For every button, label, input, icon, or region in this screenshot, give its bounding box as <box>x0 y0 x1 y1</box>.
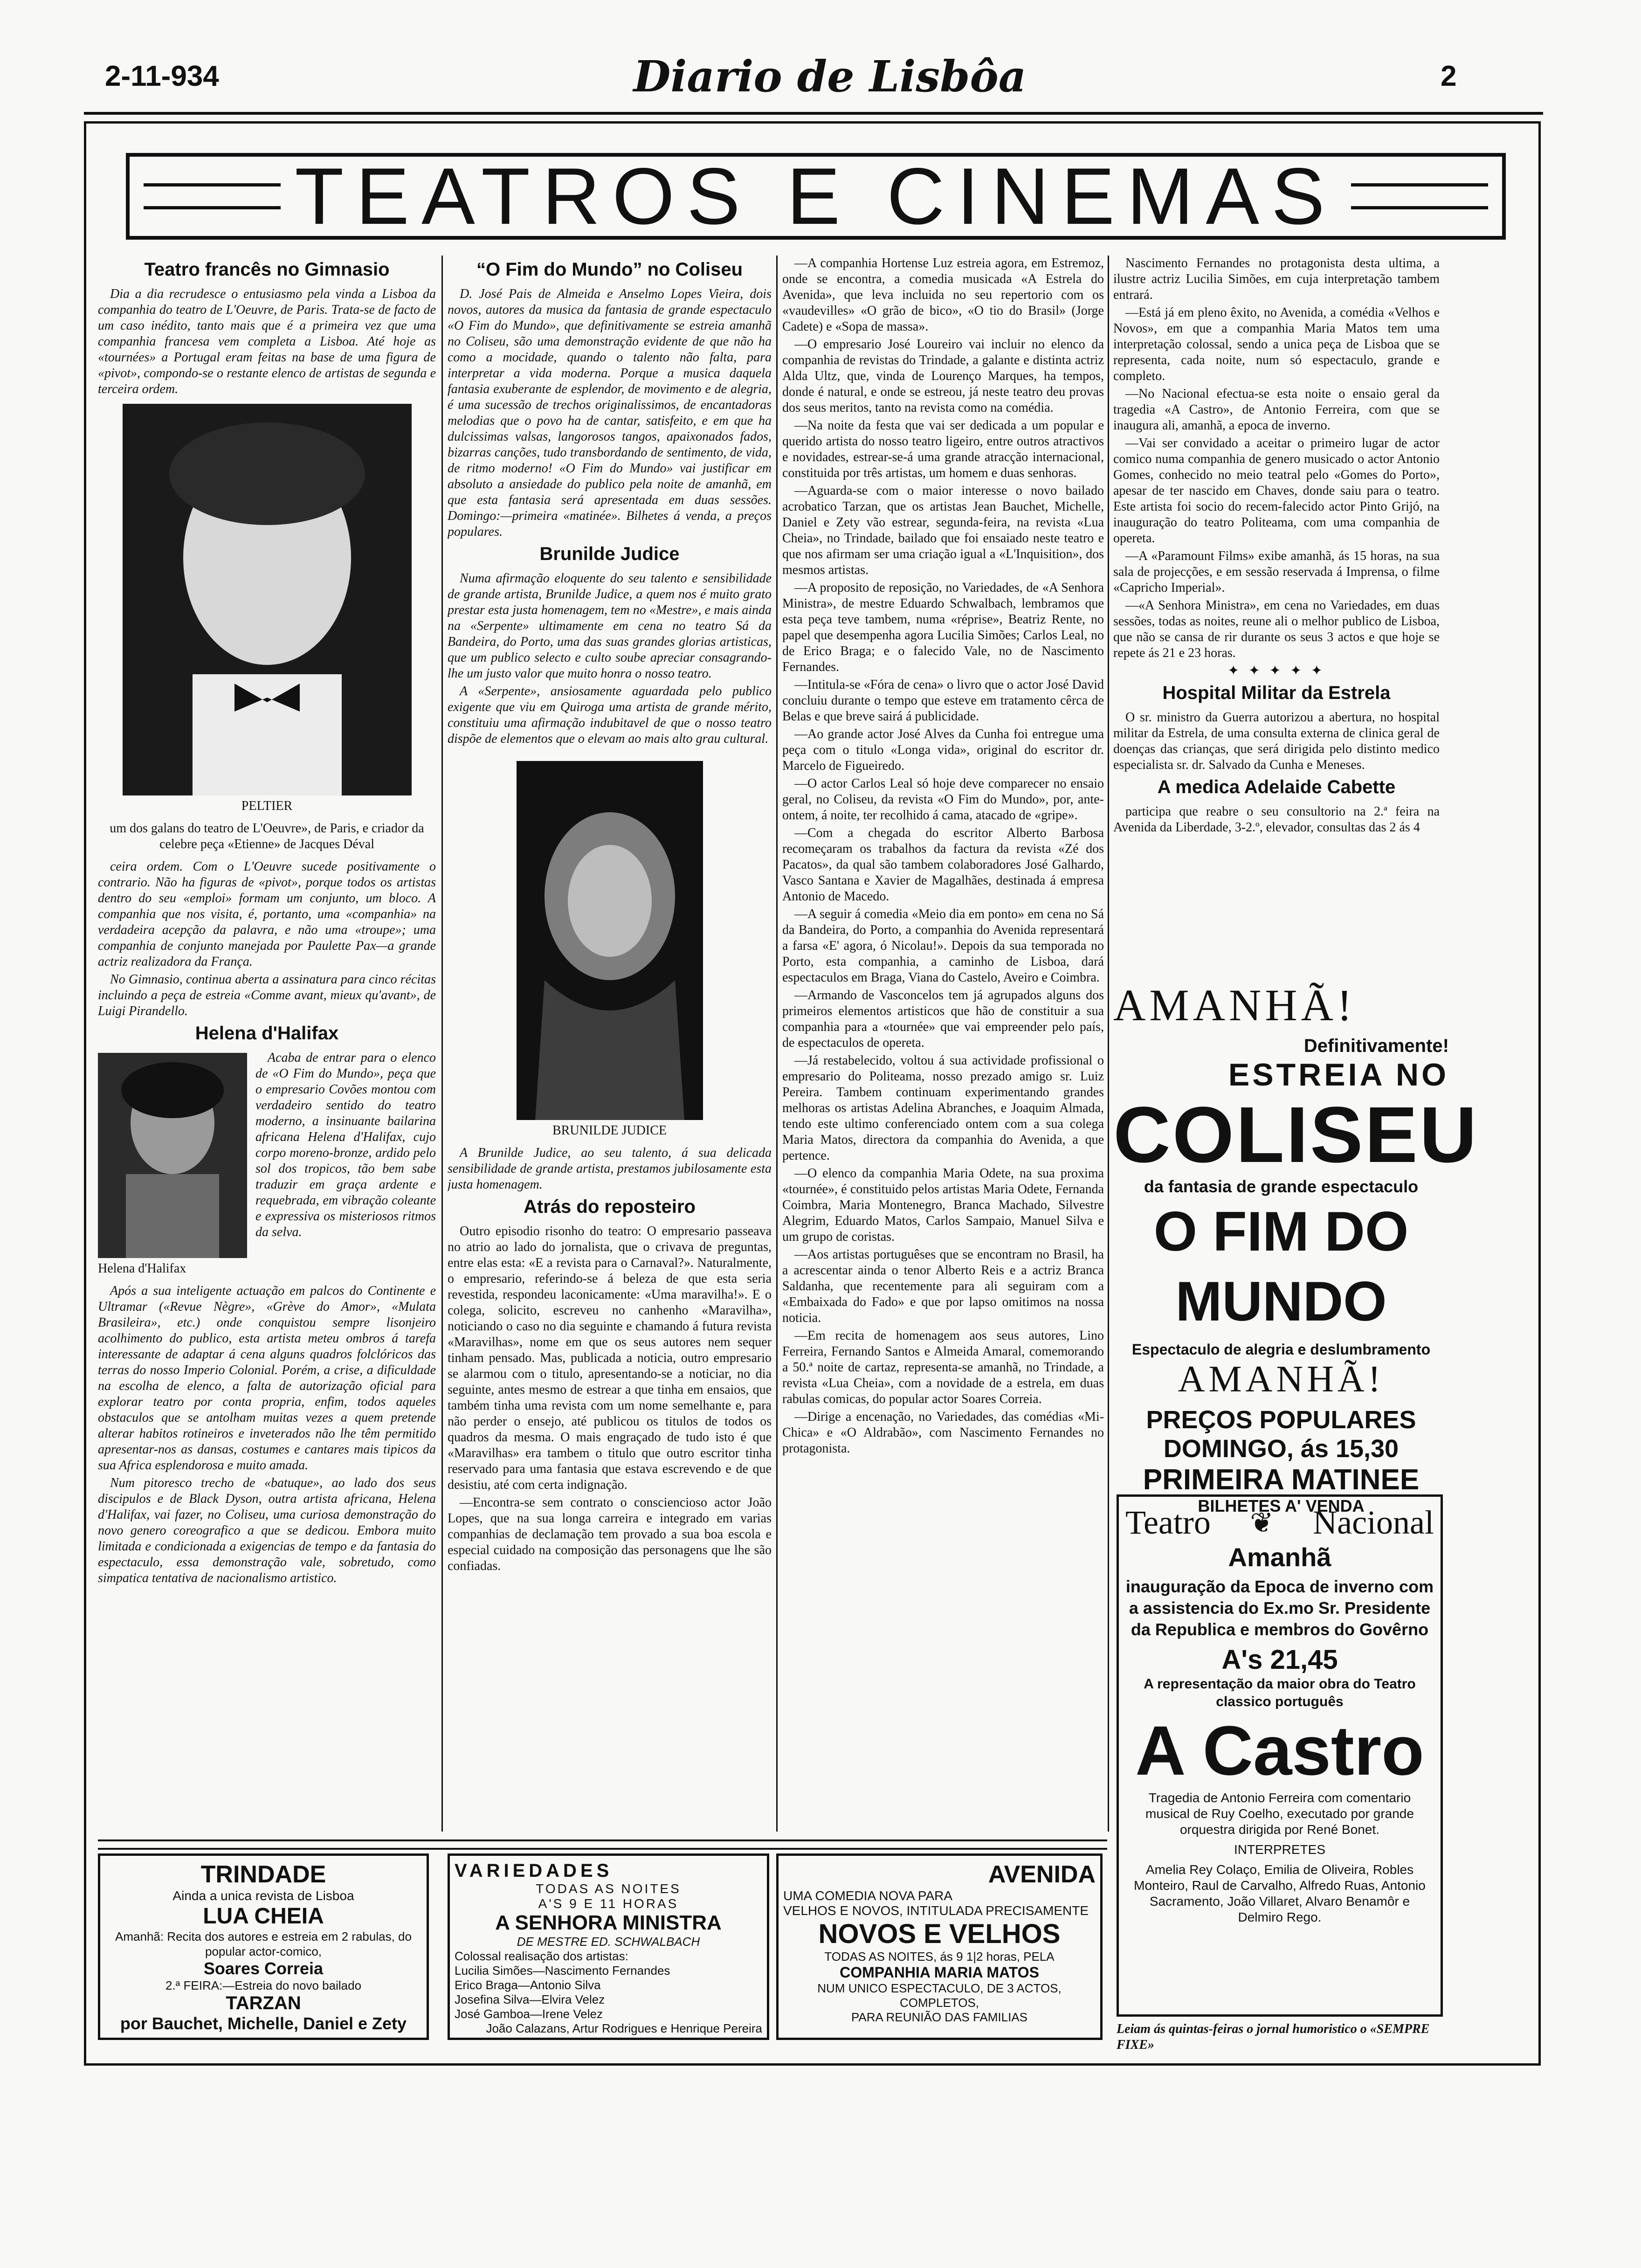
ad-line: PRIMEIRA MATINEE <box>1143 1464 1420 1496</box>
trindade-ad <box>98 1853 429 2040</box>
dancer-photo-image <box>98 1053 247 1258</box>
ad-line: Colossal realisação dos artistas: <box>455 1949 628 1963</box>
news-item: —No Nacional efectua-se esta noite o ensaio geral da tragedia «A Castro», de Antonio Ferreira, com que se inaugura ali, amanhã, a epoca de inverno. <box>1113 387 1440 433</box>
news-item: —O elenco da companhia Maria Odete, na sua proxima «tournée», é constituido pelos artistas Maria Odete, Fernanda Coimbra, Maria Montenegro, Branca Machado, Silvestre Alegrim, Eduardo Matos, Carlos Sampaio, Manuel Silva e um grupo de coristas. <box>782 1166 1104 1244</box>
actress-photo <box>517 761 703 1120</box>
ad-line: Espectaculo de alegria e deslumbramento <box>1131 1341 1431 1358</box>
banner-bar-right <box>1351 183 1488 209</box>
article-heading: Brunilde Judice <box>539 544 680 564</box>
article-paragraph: D. José Pais de Almeida e Anselmo Lopes Vieira, dois novos, autores da musica da fantasia de grande espectaculo «O Fim do Mundo», que definitivamente se estreia amanhã no Coliseu, são uma demonstração evidente de que não ha como a mocidade, quando o talento não falta, para interpretar a vida moderna. Porque a musica daquela fantasia exuberante de esplendor, de movimento e de alegria, é uma sucessão de trechos originalissimos, de encantadoras melodias que o povo ha de cantar, satisfeito, e em que ha dulcissimas valsas, langorosos tangos, apaixonados fados, bizarras canções, tudo transbordando de sentimento, de vida, de ritmo moderno! «O Fim do Mundo» vai justificar em absoluto a ansiedade do publico pela noite de amanhã, em que esta fantasia será apresentada em duas sessões. Domingo:—primeira «matinée». Bilhetes á venda, a preços populares. <box>448 287 772 539</box>
ad-line: LUA CHEIA <box>203 1904 324 1929</box>
ad-line: AMANHÃ! <box>1113 980 1356 1030</box>
ad-line: AMANHÃ! <box>1178 1359 1385 1400</box>
ad-line: da fantasia de grande espectaculo <box>1144 1177 1419 1196</box>
ad-line: PREÇOS POPULARES <box>1146 1406 1416 1434</box>
news-item: —Já restabelecido, voltou á sua actividade profissional o empresario do Politeama, nosso prezado amigo sr. Luiz Pereira. Tambem continuam experimentando grandes melhoras os artistas Adelina Abranches, e Joaquim Almada, tendo este ultimo conferenciado ontem com a sua colega Maria Matos, directora da companhia do Avenida, a que pertence. <box>782 1053 1104 1163</box>
news-item: —Intitula-se «Fóra de cena» o livro que o actor José David concluiu durante o tempo que esteve em tratamento cêrca de Belas e que breve sairá á publicidade. <box>782 678 1104 724</box>
ad-line: DE MESTRE ED. SCHWALBACH <box>517 1935 700 1949</box>
page-number: 2 <box>1441 60 1457 92</box>
article-paragraph: A «Serpente», ansiosamente aguardada pelo publico exigente que viu em Quiroga uma artista de grande mérito, constituiu uma afirmação indubitavel de que o nosso teatro dispõe de elementos que o elevam ao mais alto grau cultural. <box>448 684 772 746</box>
issue-date: 2-11-934 <box>105 60 219 92</box>
ad-line: Erico Braga—Antonio Silva <box>455 1978 601 1992</box>
separator: ✦ ✦ ✦ ✦ ✦ <box>1227 663 1325 678</box>
ad-line: NUM UNICO ESPECTACULO, DE 3 ACTOS, <box>817 1981 1062 1995</box>
top-rule <box>84 112 1543 115</box>
ad-line: ESTREIA NO <box>1228 1057 1449 1093</box>
ad-line: Lucilia Simões—Nascimento Fernandes <box>455 1964 670 1978</box>
article-paragraph: —Encontra-se sem contrato o consciencioso actor João Lopes, que na sua longa carreira e integrado em varias companhias de declamação tem provado a sua boa escola e especial cuidado na composição das personagens que lhe são confiadas. <box>448 1495 772 1573</box>
news-item: —Com a chegada do escritor Alberto Barbosa recomeçaram os trabalhos da factura da revista «Zé dos Pacatos», da qual são tambem colaboradores José Galhardo, Vasco Santana e Xavier de Magalhães, destinada á empresa Antonio de Macedo. <box>782 826 1104 904</box>
photo-caption-detail: um dos galans do teatro de L'Oeuvre», de Paris, e criador da celebre peça «Etienne» de Jacques Déval <box>110 821 424 851</box>
banner-bar-left <box>144 183 281 209</box>
nacional-ad <box>1117 1494 1443 2017</box>
ad-line: O FIM DO MUNDO <box>1153 1200 1409 1333</box>
portrait-photo-image <box>123 404 412 795</box>
ad-line: A representação da maior obra do Teatro classico português <box>1144 1676 1416 1709</box>
column-2 <box>448 256 772 1636</box>
ad-line: Amanhã <box>1228 1542 1331 1572</box>
article-paragraph: ceira ordem. Com o L'Oeuvre sucede positivamente o contrario. Não ha figuras de «pivot», porque todos os artistas dentro do seu «emploi» formam um conjunto, um bloco. A companhia que nos visita, é, portanto, uma «companhia» na verdadeira acepção da palavra, e não uma «troupe»; uma companhia de conjunto manejada por Paulette Pax—a grande actriz realizadora da França. <box>98 859 436 969</box>
ad-line: inauguração da Epoca de inverno com a assistencia do Ex.mo Sr. Presidente da Republica e membros do Govêrno <box>1125 1577 1434 1639</box>
article-paragraph: Outro episodio risonho do teatro: O empresario passeava no atrio ao lado do jornalista, que o crivava de preguntas, entre elas esta: «E a revista para o Carnaval?». Naturalmente, o empresario, referindo-se á beleza de que esta seria revestida, respondeu laconicamente: «Uma maravilha!». E o colega, solicito, escreveu no canhenho «Maravilha», noticiando o caso no dia seguinte e chamando á futura revista «Maravilhas», nome em que os seus autores nem sequer tinham pensado. Mas, publicada a noticia, outro empresario se alarmou com o titulo, apresentando-se a noticiar, no dia seguinte, antes mesmo de estrear a que tinha em ensaios, que também tinha uma revista com um nome semelhante e, para não perder o ensejo, até publicou os titulos de todos os quadros da mesma. O mais engraçado de tudo isto é que «Maravilhas» era tambem o titulo que outro escritor tinha reservado para uma fantasia que estava escrevendo e de que desistiu, até com certa indignação. <box>448 1224 772 1492</box>
ad-line: TARZAN <box>226 1993 301 2013</box>
news-item: —Em recita de homenagem aos seus autores, Lino Ferreira, Fernando Santos e Almeida Amaral, comemorando a 50.ª noite de cartaz, representa-se amanhã, no Trindade, a revista «Lua Cheia», com a novidade de a estrela, em duas rabulas comicas, do popular actor Soares Correia. <box>782 1328 1104 1406</box>
section-title: TEATROS E CINEMAS <box>295 152 1337 241</box>
ad-line: João Calazans, Artur Rodrigues e Henrique Pereira <box>486 2021 762 2035</box>
article-heading: “O Fim do Mundo” no Coliseu <box>476 259 743 280</box>
article-paragraph: Dia a dia recrudesce o entusiasmo pela vinda a Lisboa da companhia do teatro de L'Oeuvre, de Paris. Trata-se de facto de um caso inédito, tanto mais que é a primeira vez que uma companhia francesa vem completa a Lisboa. Até hoje as «tournées» a Portugal eram feitas na base de uma figura de «pivot», compondo-se o restante elenco de artistas de segunda e terceira ordem. <box>98 287 436 396</box>
article-heading: Teatro francês no Gimnasio <box>144 259 390 280</box>
photo-caption: Helena d'Halifax <box>98 1261 186 1276</box>
ad-line: Soares Correia <box>203 1959 324 1978</box>
article-paragraph: Após a sua inteligente actuação em palcos do Continente e Ultramar («Revue Nègre», «Grève do Amor», «Mulata Brasileira», etc.) onde conquistou sempre lisonjeiro acolhimento do publico, esta artista meteu ombros á tarefa interessante de adaptar á cena alguns quadros folclóricos das terras do nosso Imperio Colonial. Porém, a crise, a dificuldade na escolha de elenco, a falta de autorização oficial para explorar teatro por conta propria, enfim, todos aqueles obstaculos que se antolham muitas vezes a quem pretende alterar habitos rotineiros e inveterados não lhe têm permitido apresentar-nos as dansas, costumes e cantares mais tipicos da sua Africa esplendorosa e muito amada. <box>98 1284 436 1473</box>
ad-line: PARA REUNIÃO DAS FAMILIAS <box>851 2010 1028 2024</box>
ad-line: NOVOS E VELHOS <box>818 1919 1061 1949</box>
article-heading: Helena d'Halifax <box>195 1023 339 1044</box>
news-item: —Vai ser convidado a aceitar o primeiro lugar de actor comico numa companhia de genero musicado o actor Antonio Gomes, conhecido no meio teatral pelo «Gomes do Porto», apesar de ter nascido em Chaves, donde saiu para o teatro. Este artista foi socio do recem-falecido actor Pinto Grijó, na inauguração do teatro Politeama, com uma companhia de opereta. <box>1113 436 1440 546</box>
news-item: —Armando de Vasconcelos tem já agrupados alguns dos primeiros elementos artisticos que hão de constituir a sua companhia para a «tournée» que vai empreender pelo país, de espectaculos de opereta. <box>782 988 1104 1050</box>
ad-line: A Castro <box>1135 1711 1424 1790</box>
ad-line: Teatro <box>1125 1504 1211 1541</box>
ad-line: Ainda a unica revista de Lisboa <box>172 1888 354 1903</box>
ad-line: INTERPRETES <box>1234 1842 1326 1857</box>
news-item: —Aos artistas portuguêses que se encontram no Brasil, ha a acrescentar ainda o tenor Alberto Reis e a actriz Branca Saldanha, que recentemente para ali seguiram com a «Embaixada do Fado» e que por lapso omitimos na nossa noticia. <box>782 1247 1104 1325</box>
ad-line: Tragedia de Antonio Ferreira com comentario musical de Ruy Coelho, executado por grande orquestra dirigida por René Bonet. <box>1145 1791 1414 1837</box>
ad-line: José Gamboa—Irene Velez <box>455 2007 603 2021</box>
crest-icon: ❦ <box>1250 1507 1274 1538</box>
portrait-photo <box>123 404 412 795</box>
coliseu-ad <box>1113 975 1479 1515</box>
article-paragraph: No Gimnasio, continua aberta a assinatura para cinco récitas incluindo a peça de estreia «Comme avant, mieux qu'avant», de Luigi Pirandello. <box>98 972 436 1018</box>
ad-header <box>1125 1503 1434 1542</box>
ad-line: COMPLETOS, <box>899 1996 979 2010</box>
promo-note: Leiam ás quintas-feiras o jornal humoristico o «SEMPRE FIXE» <box>1117 2022 1430 2052</box>
masthead-title: Diario de Lisbôa <box>633 51 1027 102</box>
ad-line: VARIEDADES <box>455 1860 613 1881</box>
news-item: —Na noite da festa que vai ser dedicada a um popular e querido artista do nosso teatro ligeiro, entre outros atractivos e novidades, estrear-se-á uma grande atracção internacional, constituida por três artistas, um homem e duas senhoras. <box>782 418 1104 480</box>
actress-photo-image <box>517 761 703 1120</box>
photo-caption: PELTIER <box>241 799 293 813</box>
article-heading: Atrás do reposteiro <box>524 1196 696 1217</box>
avenida-ad <box>776 1853 1103 2040</box>
section-banner <box>126 153 1506 240</box>
variedades-ad <box>448 1853 769 2040</box>
news-item: —Ao grande actor José Alves da Cunha foi entregue uma peça com o titulo «Longa vida», original do escritor dr. Marcelo de Figueiredo. <box>782 727 1104 773</box>
dancer-photo <box>98 1053 247 1258</box>
news-item: —«A Senhora Ministra», em cena no Variedades, em duas sessões, todas as noites, reune ali o melhor publico de Lisboa, que não se cansa de rir durante os seus 3 actos e que hoje se repete ás 21 e 23 horas. <box>1113 598 1440 660</box>
news-item: —Está já em pleno êxito, no Avenida, a comédia «Velhos e Novos», em que a companhia Maria Matos tem uma interpretação colossal, sendo a unica peça de Lisboa que se representa, cada noite, num só espectaculo, grande e completo. <box>1113 305 1440 383</box>
news-item: O sr. ministro da Guerra autorizou a abertura, no hospital militar da Estrela, de uma consulta externa de clinica geral de doenças das crianças, que será dirigida pelo distinto medico especialista sr. dr. Salvado da Cunha e Meneses. <box>1113 710 1440 772</box>
ad-line: Nacional <box>1313 1504 1434 1541</box>
ad-line: A'S 9 E 11 HORAS <box>538 1896 679 1911</box>
column-rule <box>441 256 443 1832</box>
article-heading: A medica Adelaide Cabette <box>1157 777 1396 797</box>
ad-line: TODAS AS NOITES, ás 9 1|2 horas, PELA <box>824 1950 1055 1964</box>
column-1 <box>98 256 436 1636</box>
news-item: —A companhia Hortense Luz estreia agora, em Estremoz, onde se encontra, a comedia musicada «A Estrela do Avenida», que leva incluida no seu repertorio com os «vaudevilles» «O grão de bico», «O tio do Brasil» (Jorge Cadete) e «Sopa de massa». <box>782 256 1104 334</box>
ad-line: A's 21,45 <box>1221 1645 1338 1675</box>
ad-line: por Bauchet, Michelle, Daniel e Zety <box>120 2014 407 2033</box>
news-item: participa que reabre o seu consultorio na 2.ª feira na Avenida da Liberdade, 3-2.º, elevador, consultas das 2 ás 4 <box>1113 804 1440 835</box>
column-rule <box>776 256 778 1832</box>
ad-line: AVENIDA <box>988 1861 1096 1888</box>
ad-line: DOMINGO, ás 15,30 <box>1163 1435 1399 1463</box>
news-item: —Aguarda-se com o maior interesse o novo bailado acrobatico Tarzan, que os artistas Jean Bauchet, Michelle, Daniel e Zety vão estrear, segunda-feira, na revista «Lua Cheia», no Trindade, bailado que foi ensaiado neste teatro e que nos afirmam ser uma criação igual a «L'Inquisition», dos mesmos artistas. <box>782 484 1104 577</box>
ad-line: COLISEU <box>1113 1091 1479 1179</box>
article-heading: Hospital Militar da Estrela <box>1162 683 1391 703</box>
article-paragraph: A Brunilde Judice, ao seu talento, á sua delicada sensibilidade de grande artista, prestamos jubilosamente esta justa homenagem. <box>448 1146 772 1192</box>
news-item: —O actor Carlos Leal só hoje deve comparecer no ensaio geral, no Coliseu, da revista «O Fim do Mundo», por, ante-ontem, á noite, ter recolhido á cama, atacado de «gripe». <box>782 776 1104 823</box>
column-3 <box>782 256 1104 1636</box>
ad-line: Amanhã: Recita dos autores e estreia em 2 rabulas, do popular actor-comico, <box>115 1929 412 1958</box>
ad-line: A SENHORA MINISTRA <box>495 1911 722 1934</box>
news-item: —O empresario José Loureiro vai incluir no elenco da companhia de revistas do Trindade, a galante e distinta actriz Alda Ultz, que, vinda de Lourenço Marques, ha tempos, donde é natural, e onde se estreou, já neste teatro deu provas dos seus meritos, tanto na revista como na comédia. <box>782 337 1104 415</box>
news-item: —A proposito de reposição, no Variedades, de «A Senhora Ministra», de mestre Eduardo Schwalbach, lembramos que esta peça teve tambem, numa «réprise», Beatriz Rente, no papel que desempenha agora Lucilia Simões; Carlos Leal, no de Erico Braga; e o falecido Vale, no de Nascimento Fernandes. <box>782 581 1104 674</box>
ad-line: Josefina Silva—Elvira Velez <box>455 1992 605 2006</box>
news-item: Nascimento Fernandes no protagonista desta ultima, a ilustre actriz Lucilia Simões, em cuja interpretação tambem entrará. <box>1113 256 1440 302</box>
article-paragraph: Num pitoresco trecho de «batuque», ao lado dos seus discipulos e de Black Dyson, outra artista africana, Helena d'Halifax, vai fazer, no Coliseu, uma curiosa demonstração do novo genero coreografico a que se dedicou. Embora muito limitada e condicionada a exigencias de tempo e da fantasia do espectaculo, essa demonstração vale, sobretudo, como simpatica tentativa de nacionalismo artistico. <box>98 1476 436 1585</box>
ad-line: COMPANHIA MARIA MATOS <box>840 1964 1039 1981</box>
ad-line: Amelia Rey Colaço, Emilia de Oliveira, Robles Monteiro, Raul de Carvalho, Alfredo Ruas, Antonio Sacramento, João Villaret, Alvaro Benamôr e Delmiro Rego. <box>1134 1862 1426 1924</box>
column-rule <box>1108 256 1109 1832</box>
article-paragraph: Acaba de entrar para o elenco de «O Fim do Mundo», peça que o empresario Covões montou com verdadeiro sentido do teatro moderno, a insinuante bailarina africana Helena d'Halifax, cujo corpo moreno-bronze, ardido pelo sol dos tropicos, tão bem sabe traduzir em graça ardente e requebrada, em vibração coleante e expressiva os misteriosos ritmos da selva. <box>255 1051 436 1239</box>
ad-line: TODAS AS NOITES <box>536 1881 681 1896</box>
ad-line: UMA COMEDIA NOVA PARA <box>783 1888 953 1903</box>
ad-line: VELHOS E NOVOS, INTITULADA PRECISAMENTE <box>783 1903 1089 1918</box>
ad-line: 2.ª FEIRA:—Estreia do novo bailado <box>165 1978 362 1992</box>
article-paragraph: Numa afirmação eloquente do seu talento e sensibilidade de grande artista, Brunilde Judice, a quem nos é muito grato prestar esta justa homenagem, tem no «Mestre», e mais ainda na «Serpente» ultimamente em cena no teatro Sá da Bandeira, do Porto, uma das suas grandes glorias artisticas, que um publico selecto e culto soube apreciar consagrando-lhe um justo valor que muito honra o nosso teatro. <box>448 571 772 681</box>
news-item: —A seguir á comedia «Meio dia em ponto» em cena no Sá da Bandeira, do Porto, a companhia do Avenida representará a farsa «E' agora, ó Nicolau!». Depois da sua temporada no Porto, esta companhia, a caminho de Lisboa, dará espectaculos em Braga, Viana do Castelo, Aveiro e Coimbra. <box>782 907 1104 985</box>
ad-line: TRINDADE <box>200 1861 326 1888</box>
ad-line: BILHETES A' VENDA <box>1198 1496 1365 1515</box>
news-item: —Dirige a encenação, no Variedades, das comédias «Mi-Chica» e «O Aldrabão», com Nascimento Fernandes no protagonista. <box>782 1410 1104 1456</box>
ad-line: Definitivamente! <box>1303 1036 1449 1056</box>
news-item: —A «Paramount Films» exibe amanhã, ás 15 horas, na sua sala de projecções, e em sessão reservada á Imprensa, o filme «Capricho Imperial». <box>1113 549 1440 595</box>
ads-divider <box>98 1839 1107 1850</box>
column-4 <box>1113 256 1440 918</box>
photo-caption: BRUNILDE JUDICE <box>552 1123 667 1138</box>
